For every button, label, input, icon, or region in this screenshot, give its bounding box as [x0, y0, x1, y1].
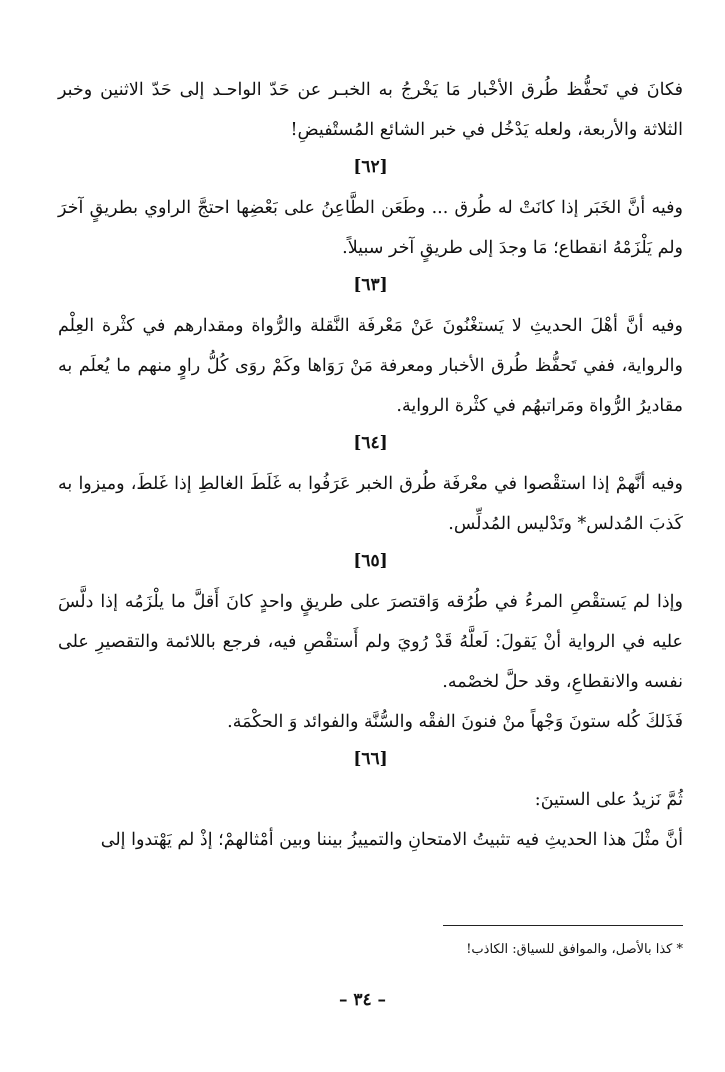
section-number-65: [٦٥] [353, 551, 388, 571]
paragraph-66-intro: ثُمَّ نَزيدُ على الستينَ: [534, 790, 683, 810]
paragraph-62: وفيه أنَّ الخَبَر إذا كانَتْ له طُرق ... وطَعَن الطَّاعِنُ على بَعْضِها احتجَّ الراوي بطريقٍ آخرَ ولم يَلْزَمْهُ انقطاع؛ مَا وجدَ إلى طريقٍ آخر سبيلاً. [58, 198, 683, 258]
section-number-62: [٦٢] [353, 157, 388, 177]
page-number: – ٣٤ – [338, 990, 387, 1010]
section-number-64: [٦٤] [353, 433, 388, 453]
paragraph-intro: فكانَ في تَحفُّظ طُرق الأخْبار مَا يَخْرجُ به الخبـر عن حَدّ الواحـد إلى حَدّ الاثنين وخبر الثلاثة والأربعة، ولعله يَدْخُل في خبر الشائع المُستْفيضِ! [58, 80, 683, 140]
section-number-63: [٦٣] [353, 275, 388, 295]
paragraph-64: وفيه أنَّهمْ إذا استقْصوا في معْرفَة طُرق الخبر عَرَفُوا به غَلَطَ الغالطِ إذا غَلطَ، وميزوا به كَذبَ المُدلس* وتَدْليس المُدلِّس. [58, 474, 683, 534]
page-body [58, 70, 683, 1072]
footnote: * كذا بالأصل، والموافق للسياق: الكاذب! [466, 942, 683, 957]
paragraph-66-body: أنَّ مثْلَ هذا الحديثِ فيه تثبيتُ الامتحانِ والتمييزُ بيننا وبين أمْثالهمْ؛ إذْ لم يَهْتدوا إلى [100, 830, 683, 850]
footnote-divider [443, 925, 683, 926]
section-number-66: [٦٦] [353, 749, 388, 769]
paragraph-63: وفيه أنَّ أهْلَ الحديثِ لا يَستغْنُونَ عَنْ مَعْرفَة النَّقلة والرُّواة ومقدارهم في كثْرة العِلْم والرواية، ففي تَحفُّظ طُرق الأخبار ومعرفة مَنْ رَوَاها وكَمْ روَى كُلُّ راوٍ منهم ما يُعلَم به مقاديرُ الرُّواة ومَراتبهُم في كثْرة الرواية. [58, 316, 683, 416]
paragraph-65: وإذا لم يَستقْصِ المرءُ في طُرُقه وَاقتصرَ على طريقٍ واحدٍ كانَ أَقلَّ ما يلْزَمُه إذا دلَّسَ عليه في الرواية أنْ يَقولَ: لَعلَّهُ قَدْ رُويَ ولم أَستقْصِ فيه، فرجع باللائمة والتقصيرِ على نفسه والانقطاعِ، وقد حلَّ لخصْمه. [58, 592, 683, 692]
paragraph-sixty-summary: فَذَلكَ كُله ستونَ وَجْهاً منْ فنونَ الفقْه والسُّنَّة والفوائد وَ الحكْمَة. [227, 712, 683, 732]
